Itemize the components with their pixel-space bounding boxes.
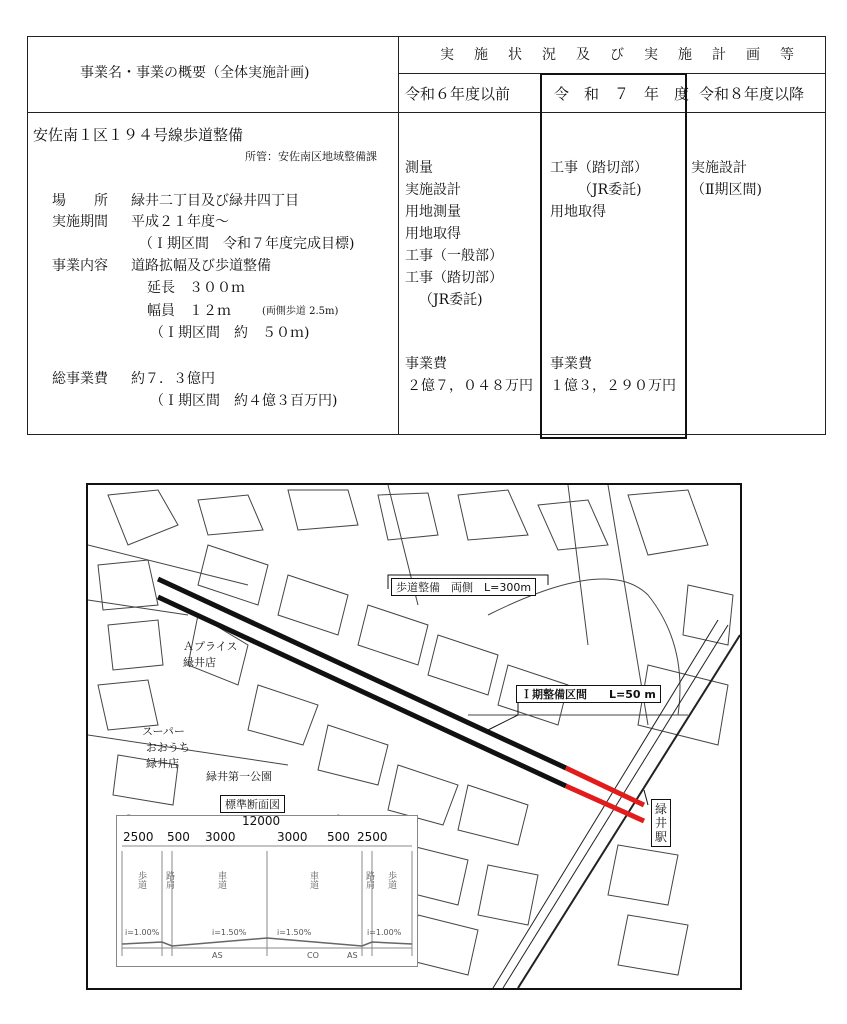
- section-bottom-label: AS: [347, 951, 358, 960]
- period-label: 実施期間: [52, 214, 108, 230]
- list-item: （JR委託): [419, 292, 483, 308]
- project-name: 安佐南１区１９４号線歩道整備: [33, 126, 244, 144]
- map-label-store2b: おおうち: [146, 741, 190, 754]
- callout-sidewalk: 歩道整備 両側 L=300m: [391, 578, 536, 596]
- section-slope: i=1.00%: [367, 928, 402, 937]
- callout-phase1: Ｉ期整備区間 L=50 m: [516, 685, 661, 703]
- section-slope: i=1.50%: [277, 928, 312, 937]
- map-label-store1b: 緑井店: [183, 656, 216, 669]
- current-cost-label: 事業費: [550, 356, 592, 372]
- period-value: 平成２１年度～: [131, 214, 229, 230]
- list-item: 工事（一般部）: [405, 248, 503, 264]
- length-line: 延長 ３００ｍ: [147, 280, 245, 296]
- map-label-store2: スーパー: [142, 725, 185, 738]
- section-zone: 車道: [216, 871, 226, 889]
- section-zone: 路肩: [364, 871, 374, 889]
- phase1-line-north: [566, 768, 644, 805]
- jurisdiction: 所管：安佐南区地域整備課: [245, 150, 377, 163]
- list-item: 用地測量: [405, 204, 461, 220]
- before-items: [405, 157, 503, 311]
- section-bottom-label: AS: [212, 951, 223, 960]
- before-cost-label: 事業費: [405, 356, 447, 372]
- section-slope: i=1.00%: [125, 928, 160, 937]
- location-value: 緑井二丁目及び緑井四丁目: [131, 193, 299, 209]
- period-note: （Ｉ期区間 令和７年度完成目標): [139, 236, 355, 252]
- list-item: 実施設計: [405, 182, 461, 198]
- section-slope: i=1.50%: [212, 928, 247, 937]
- after-item: （Ⅱ期区間): [691, 182, 762, 198]
- current-item: 用地取得: [550, 204, 606, 220]
- location-label: 場 所: [52, 193, 108, 209]
- section-dim: 3000: [205, 830, 236, 844]
- width-line: 幅員 １２ｍ: [147, 303, 231, 319]
- col-header-before: 令和６年度以前: [405, 85, 511, 103]
- phase1-length: （Ｉ期区間 約 ５０ｍ): [150, 325, 310, 341]
- station-label: [651, 799, 671, 847]
- current-item: 工事（踏切部）: [550, 160, 648, 176]
- section-zone: 路肩: [164, 871, 174, 889]
- section-dim: 500: [327, 830, 350, 844]
- content-value: 道路拡幅及び歩道整備: [131, 258, 271, 274]
- total-cost-note: （Ｉ期区間 約４億３百万円): [150, 393, 338, 409]
- section-bottom-label: CO: [307, 951, 319, 960]
- total-cost-value: 約７．３億円: [131, 371, 215, 387]
- section-total-width: 12000: [242, 814, 281, 828]
- current-cost-value: １億３，２９０万円: [550, 378, 676, 394]
- section-dim: 2500: [357, 830, 388, 844]
- col-header-after: 令和８年度以降: [699, 85, 805, 103]
- current-item: （JR委託): [578, 182, 642, 198]
- col-header-current: 令 和 ７ 年 度: [554, 85, 690, 103]
- map-label-store2c: 緑井店: [146, 757, 179, 770]
- section-zone: 歩道: [386, 871, 396, 889]
- list-item: 用地取得: [405, 226, 461, 242]
- total-cost-label: 総事業費: [52, 371, 108, 387]
- before-cost-value: ２億７，０４８万円: [407, 378, 533, 394]
- section-diagram-title: 標準断面図: [220, 795, 285, 813]
- list-item: 工事（踏切部）: [405, 270, 503, 286]
- width-note: (両側歩道 2.5m): [262, 306, 339, 317]
- header-project-overview: 事業名・事業の概要（全体実施計画): [80, 65, 310, 81]
- section-zone: 歩道: [136, 871, 146, 889]
- cross-section-diagram: [116, 815, 418, 967]
- section-dim: 500: [167, 830, 190, 844]
- sidewalk-line-south: [158, 597, 566, 786]
- map-label-store1: Ａプライス: [183, 640, 238, 653]
- section-dim: 2500: [123, 830, 154, 844]
- phase1-line-south: [566, 786, 644, 821]
- after-item: 実施設計: [691, 160, 747, 176]
- content-label: 事業内容: [52, 258, 108, 274]
- location-map: [86, 483, 742, 990]
- section-dim: 3000: [277, 830, 308, 844]
- map-label-park: 緑井第一公園: [206, 770, 272, 783]
- header-implementation-status: 実 施 状 況 及 び 実 施 計 画 等: [440, 47, 797, 63]
- list-item: 測量: [405, 160, 433, 176]
- section-zone: 車道: [308, 871, 318, 889]
- section-lines: [117, 816, 417, 966]
- station-name: 緑井駅: [655, 802, 668, 844]
